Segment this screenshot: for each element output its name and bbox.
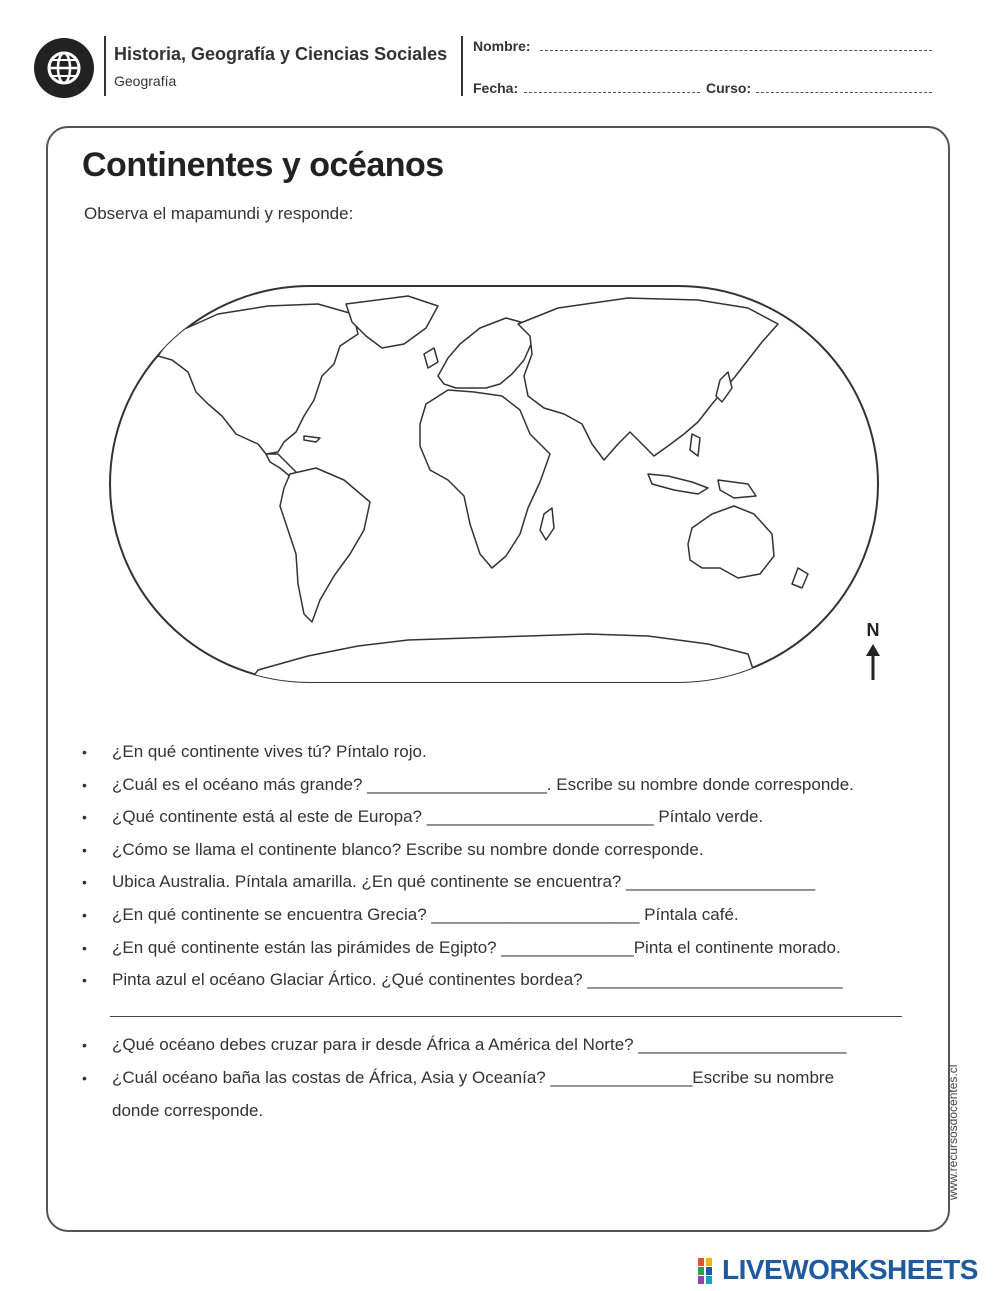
question-item: • ¿En qué continente están las pirámides de Egipto? ______________Pinta el continente morado. (82, 937, 841, 957)
name-field[interactable] (540, 50, 932, 51)
question-text: ¿Cuál es el océano más grande? ___________________. Escribe su nombre donde corresponde. (112, 774, 854, 794)
question-item: • ¿En qué continente se encuentra Grecia? ______________________ Píntala café. (82, 904, 739, 924)
course-field[interactable] (756, 92, 932, 93)
name-label: Nombre: (473, 38, 531, 54)
world-map[interactable] (108, 284, 880, 684)
header-divider-fields (461, 36, 463, 96)
question-item: • Pinta azul el océano Glaciar Ártico. ¿Qué continentes bordea? ___________________________ (82, 970, 843, 990)
worksheet-header (0, 0, 1000, 110)
globe-icon (34, 38, 94, 98)
page-title: Continentes y océanos (82, 146, 444, 184)
liveworksheets-icon (698, 1258, 720, 1284)
question-list (80, 736, 920, 1127)
subject-title: Historia, Geografía y Ciencias Sociales (114, 44, 448, 64)
side-credit: www.recursosdocentes.cl (946, 1064, 960, 1200)
question-text: ¿En qué continente se encuentra Grecia? ______________________ Píntala café. (112, 904, 739, 924)
question-text: donde corresponde. (112, 1100, 264, 1120)
question-item: • ¿Qué continente está al este de Europa? ________________________ Píntalo verde. (82, 807, 764, 827)
question-text: ¿En qué continente vives tú? Píntalo rojo. (112, 742, 427, 761)
question-item: • ¿En qué continente vives tú? Píntalo rojo. (82, 742, 427, 761)
liveworksheets-logo[interactable] (698, 1256, 994, 1286)
question-text: ¿Cuál océano baña las costas de África, Asia y Oceanía? _______________Escribe su nombre (112, 1067, 835, 1087)
question-text: Ubica Australia. Píntala amarilla. ¿En qué continente se encuentra? ____________________ (112, 872, 816, 892)
north-label: N (866, 620, 880, 640)
liveworksheets-brand: LIVEWORKSHEETS (722, 1254, 978, 1285)
north-arrow-icon (858, 644, 888, 684)
course-label: Curso: (706, 80, 752, 96)
question-text: ¿Cómo se llama el continente blanco? Escribe su nombre donde corresponde. (112, 839, 704, 859)
question-item: • ¿Qué océano debes cruzar para ir desde África a América del Norte? ______________________ (82, 1035, 847, 1055)
north-indicator (858, 620, 888, 684)
question-item: • ¿Cuál es el océano más grande? ___________________. Escribe su nombre donde corresponde. (82, 774, 854, 794)
date-label: Fecha: (473, 80, 519, 96)
question-item: • ¿Cuál océano baña las costas de África, Asia y Oceanía? _______________Escribe su nombre (82, 1067, 835, 1087)
instruction-text: Observa el mapamundi y responde: (84, 204, 354, 223)
subject-area: Geografía (114, 73, 177, 89)
date-field[interactable] (524, 92, 700, 93)
question-text: ¿Qué continente está al este de Europa? ________________________ Píntalo verde. (112, 807, 764, 827)
header-divider (104, 36, 106, 96)
question-continuation (80, 1095, 920, 1128)
question-text: Pinta azul el océano Glaciar Ártico. ¿Qué continentes bordea? ___________________________ (112, 970, 843, 990)
question-text: ¿En qué continente están las pirámides de Egipto? ______________Pinta el continente morado. (112, 937, 841, 957)
question-text: ¿Qué océano debes cruzar para ir desde África a América del Norte? ______________________ (112, 1035, 847, 1055)
question-item: • Ubica Australia. Píntala amarilla. ¿En qué continente se encuentra? ____________________ (82, 872, 816, 892)
question-item: • ¿Cómo se llama el continente blanco? Escribe su nombre donde corresponde. (82, 839, 704, 859)
